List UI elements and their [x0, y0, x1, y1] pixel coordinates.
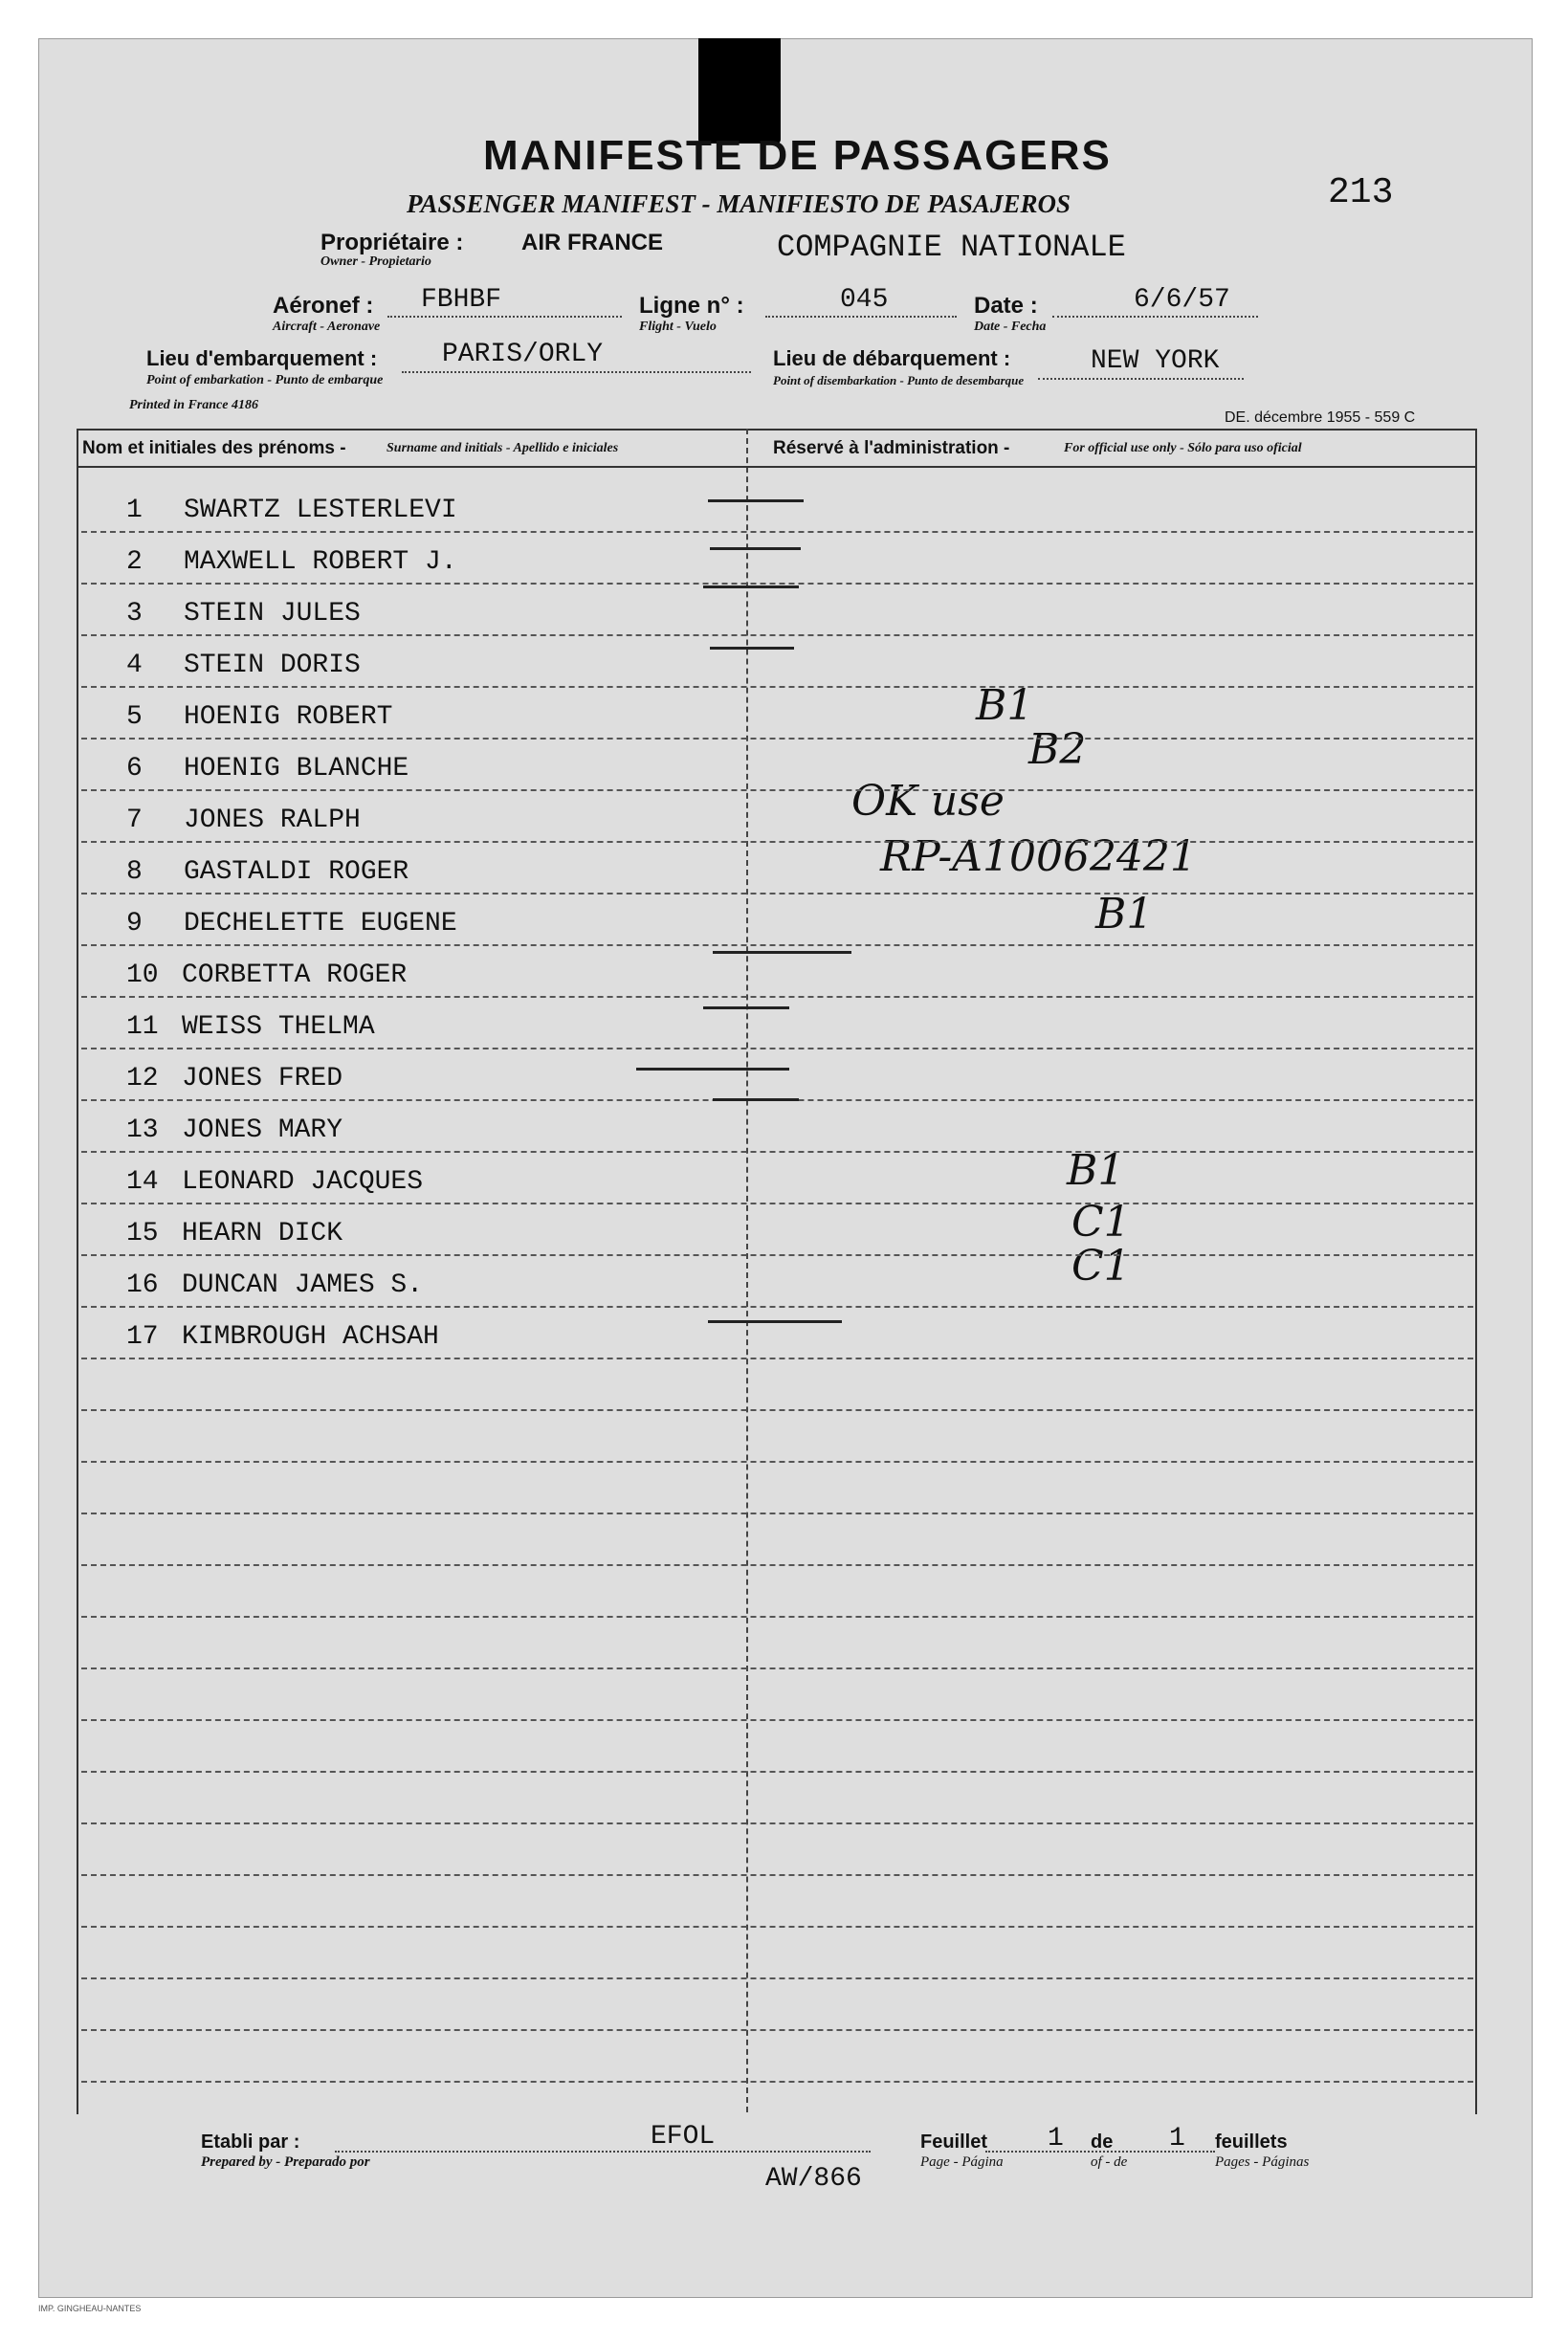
- row-number: 17: [126, 1322, 159, 1352]
- tick-mark: [710, 547, 801, 550]
- owner-value: AIR FRANCE: [521, 230, 663, 255]
- page-sub: Page - Página: [920, 2154, 1004, 2170]
- document-title: MANIFESTE DE PASSAGERS: [483, 132, 1112, 179]
- date-sub: Date - Fecha: [974, 320, 1047, 334]
- ruled-line: [81, 1513, 1473, 1514]
- pages-label: feuillets: [1215, 2131, 1288, 2153]
- name-column-header: Nom et initiales des prénoms -: [82, 438, 346, 458]
- ruled-line: [81, 1409, 1473, 1411]
- tick-mark: [713, 1098, 799, 1101]
- admin-column-header-sub: For official use only - Sólo para uso oficial: [1064, 441, 1302, 455]
- tick-mark: [710, 647, 794, 650]
- row-number: 8: [126, 857, 143, 887]
- row-number: 13: [126, 1115, 159, 1145]
- header-rule: [77, 466, 1475, 468]
- tick-mark: [703, 585, 799, 588]
- of-label: de: [1091, 2131, 1114, 2153]
- passenger-name: HOENIG ROBERT: [184, 702, 393, 732]
- embark-sub: Point of embarkation - Punto de embarque: [146, 373, 384, 387]
- ruled-line: [81, 1926, 1473, 1928]
- owner-label: Propriétaire :: [320, 230, 464, 255]
- row-number: 4: [126, 651, 143, 680]
- passenger-name: SWARTZ LESTERLEVI: [184, 496, 457, 525]
- admin-note: B1: [1095, 890, 1154, 939]
- passenger-name: GASTALDI ROGER: [184, 857, 409, 887]
- disembark-underline: [1038, 378, 1244, 380]
- row-number: 9: [126, 909, 143, 939]
- passenger-name: HEARN DICK: [182, 1219, 343, 1248]
- passenger-name: CORBETTA ROGER: [182, 961, 408, 990]
- passenger-name: KIMBROUGH ACHSAH: [182, 1322, 439, 1352]
- flight-sub: Flight - Vuelo: [639, 320, 717, 334]
- admin-note: B1: [1067, 1146, 1125, 1195]
- ruled-line: [81, 1203, 1473, 1204]
- row-number: 3: [126, 599, 143, 629]
- passenger-name: DECHELETTE EUGENE: [184, 909, 457, 939]
- tick-mark: [703, 1006, 789, 1009]
- of-sub: of - de: [1091, 2154, 1128, 2170]
- ruled-line: [81, 789, 1473, 791]
- ruled-line: [81, 1874, 1473, 1876]
- punch-hole: [698, 38, 781, 144]
- row-number: 10: [126, 961, 159, 990]
- ruled-line: [81, 996, 1473, 998]
- row-number: 14: [126, 1167, 159, 1197]
- row-number: 7: [126, 806, 143, 835]
- prepared-value: EFOL: [651, 2122, 716, 2152]
- admin-note: C1: [1071, 1242, 1131, 1291]
- row-number: 1: [126, 496, 143, 525]
- ruled-line: [81, 1667, 1473, 1669]
- ruled-line: [81, 1358, 1473, 1359]
- ruled-line: [81, 583, 1473, 585]
- document-subtitle: PASSENGER MANIFEST - MANIFIESTO DE PASAJEROS: [407, 189, 1071, 218]
- ruled-line: [81, 1564, 1473, 1566]
- ruled-line: [81, 1306, 1473, 1308]
- passenger-name: MAXWELL ROBERT J.: [184, 547, 457, 577]
- ruled-line: [81, 1254, 1473, 1256]
- flight-value: 045: [840, 285, 889, 315]
- tick-mark: [636, 1068, 789, 1071]
- passenger-name: JONES RALPH: [184, 806, 361, 835]
- disembark-label: Lieu de débarquement :: [773, 346, 1011, 370]
- of-value: 1: [1169, 2124, 1185, 2153]
- ruled-line: [81, 1719, 1473, 1721]
- date-underline: [1052, 316, 1258, 318]
- ruled-line: [81, 1616, 1473, 1618]
- form-code: DE. décembre 1955 - 559 C: [1225, 409, 1416, 426]
- page-underline: [985, 2151, 1215, 2153]
- row-number: 5: [126, 702, 143, 732]
- row-number: 16: [126, 1270, 159, 1300]
- passenger-name: WEISS THELMA: [182, 1012, 375, 1042]
- prepared-sub: Prepared by - Preparado por: [201, 2154, 370, 2170]
- row-number: 15: [126, 1219, 159, 1248]
- admin-note: B2: [1028, 725, 1087, 774]
- passenger-name: STEIN JULES: [184, 599, 361, 629]
- date-value: 6/6/57: [1134, 285, 1230, 315]
- passenger-name: LEONARD JACQUES: [182, 1167, 424, 1197]
- row-number: 11: [126, 1012, 159, 1042]
- ruled-line: [81, 841, 1473, 843]
- embark-label: Lieu d'embarquement :: [146, 346, 378, 370]
- company-name: COMPAGNIE NATIONALE: [777, 230, 1126, 265]
- ruled-line: [81, 2029, 1473, 2031]
- ruled-line: [81, 1977, 1473, 1979]
- passenger-name: JONES FRED: [182, 1064, 343, 1093]
- name-column-header-sub: Surname and initials - Apellido e iniciales: [386, 441, 619, 455]
- admin-note: OK use: [851, 777, 1005, 826]
- admin-note: C1: [1071, 1198, 1131, 1247]
- admin-note: B1: [976, 681, 1034, 730]
- passenger-name: DUNCAN JAMES S.: [182, 1270, 424, 1300]
- pages-sub: Pages - Páginas: [1215, 2154, 1310, 2170]
- ruled-line: [81, 1048, 1473, 1049]
- ruled-line: [81, 634, 1473, 636]
- date-label: Date :: [974, 293, 1038, 319]
- aircraft-underline: [387, 316, 622, 318]
- admin-note: RP-A10062421: [880, 832, 1197, 881]
- ruled-line: [81, 531, 1473, 533]
- disembark-sub: Point of disembarkation - Punto de desembarque: [773, 373, 1025, 387]
- ruled-line: [81, 893, 1473, 894]
- ruled-line: [81, 686, 1473, 688]
- admin-column-header: Réservé à l'administration -: [773, 438, 1010, 458]
- prepared-underline: [335, 2151, 871, 2153]
- embark-value: PARIS/ORLY: [442, 340, 604, 369]
- tick-mark: [713, 951, 851, 954]
- embark-underline: [402, 371, 751, 373]
- imprint: IMP. GINGHEAU-NANTES: [38, 2304, 142, 2313]
- tick-mark: [708, 499, 804, 502]
- ruled-line: [81, 944, 1473, 946]
- prepared-label: Etabli par :: [201, 2131, 300, 2153]
- disembark-value: NEW YORK: [1091, 346, 1220, 376]
- ruled-line: [81, 738, 1473, 740]
- column-divider: [746, 429, 748, 2112]
- ruled-line: [81, 1151, 1473, 1153]
- owner-sub: Owner - Propietario: [320, 254, 431, 269]
- page-label: Feuillet: [920, 2131, 988, 2153]
- ruled-line: [81, 1771, 1473, 1773]
- printed-note: Printed in France 4186: [129, 398, 258, 412]
- ruled-line: [81, 1822, 1473, 1824]
- tick-mark: [708, 1320, 842, 1323]
- aircraft-sub: Aircraft - Aeronave: [273, 320, 381, 334]
- row-number: 6: [126, 754, 143, 784]
- ruled-line: [81, 1461, 1473, 1463]
- ruled-line: [81, 2081, 1473, 2083]
- row-number: 2: [126, 547, 143, 577]
- aircraft-label: Aéronef :: [273, 293, 374, 319]
- passenger-name: HOENIG BLANCHE: [184, 754, 409, 784]
- aircraft-value: FBHBF: [421, 285, 502, 315]
- page-number-stamp: 213: [1328, 172, 1394, 213]
- passenger-name: JONES MARY: [182, 1115, 343, 1145]
- flight-underline: [765, 316, 957, 318]
- page-value: 1: [1048, 2124, 1064, 2153]
- row-number: 12: [126, 1064, 159, 1093]
- reference-stamp: AW/866: [765, 2164, 862, 2194]
- passenger-name: STEIN DORIS: [184, 651, 361, 680]
- flight-label: Ligne n° :: [639, 293, 744, 319]
